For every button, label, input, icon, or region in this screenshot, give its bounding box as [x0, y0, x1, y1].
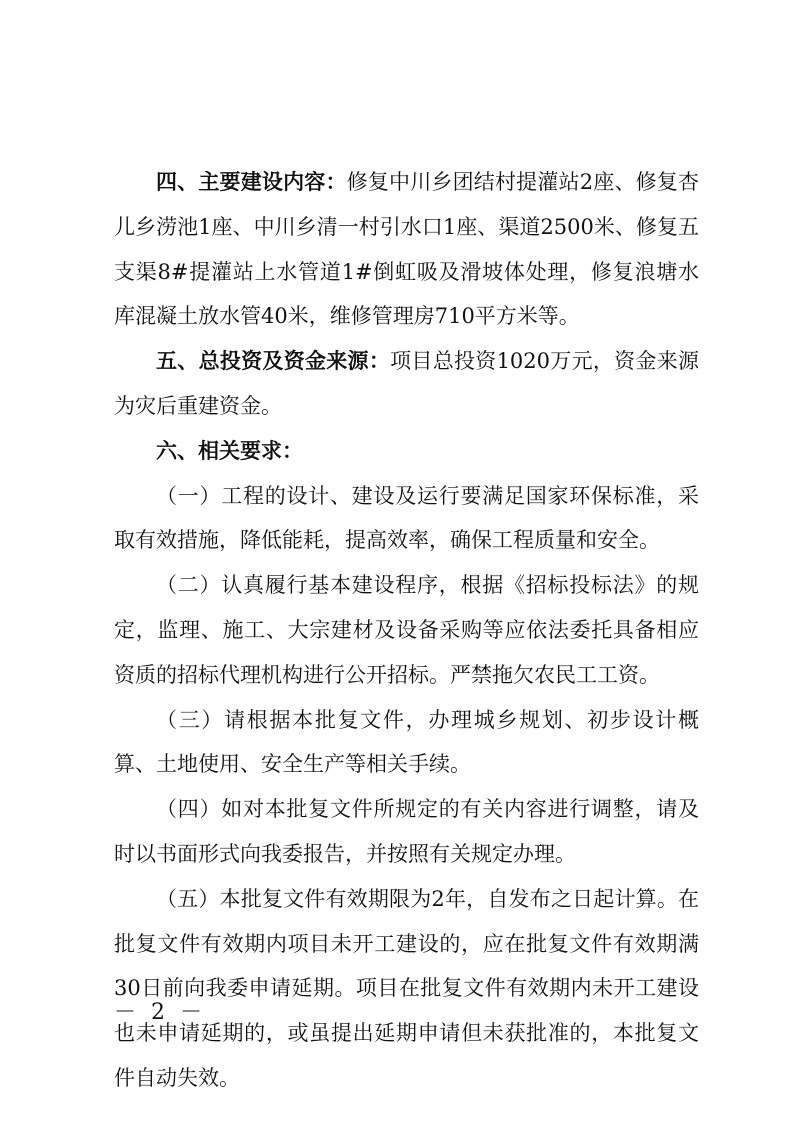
section-5-text: 项目总投资1020万元，资金来源为灾后重建资金。 [114, 349, 699, 418]
requirement-3-text: （三）请根据本批复文件，办理城乡规划、初步设计概算、土地使用、安全生产等相关手续。 [114, 707, 699, 777]
requirement-2-text: （二）认真履行基本建设程序，根据《招标投标法》的规定，监理、施工、大宗建材及设备采购等应依法委托具备相应资质的招标代理机构进行公开招标。严禁拖欠农民工工资。 [114, 573, 699, 687]
section-5-paragraph [114, 339, 699, 429]
requirement-1 [114, 474, 699, 564]
requirement-2 [114, 563, 699, 697]
section-4-text: 修复中川乡团结村提灌站2座、修复杏儿乡涝池1座、中川乡清一村引水口1座、渠道2500米、修复五支渠8#提灌站上水管道1#倒虹吸及滑坡体处理，修复浪塘水库混凝土放水管40米，维修管理房710平方米等。 [114, 170, 700, 329]
page-number: － 2 － [114, 1000, 206, 1025]
requirement-5 [114, 877, 699, 1101]
section-4-paragraph [114, 160, 699, 339]
requirement-3 [114, 698, 699, 788]
section-6-paragraph [114, 429, 699, 474]
requirement-5-text: （五）本批复文件有效期限为2年，自发布之日起计算。在批复文件有效期内项目未开工建设的，应在批复文件有效期满30日前向我委申请延期。项目在批复文件有效期内未开工建设也未申请延期的，或虽提出延期申请但未获批准的，本批复文件自动失效。 [114, 886, 699, 1090]
section-5-heading: 五、总投资及资金来源： [156, 348, 391, 374]
requirement-4 [114, 787, 699, 877]
section-4-heading: 四、主要建设内容： [156, 169, 347, 194]
section-6-heading: 六、相关要求： [156, 437, 303, 463]
requirement-1-text: （一）工程的设计、建设及运行要满足国家环保标准，采取有效措施，降低能耗，提高效率，确保工程质量和安全。 [114, 483, 699, 553]
document-body [114, 160, 699, 1101]
requirement-4-text: （四）如对本批复文件所规定的有关内容进行调整，请及时以书面形式向我委报告，并按照有关规定办理。 [114, 797, 699, 866]
